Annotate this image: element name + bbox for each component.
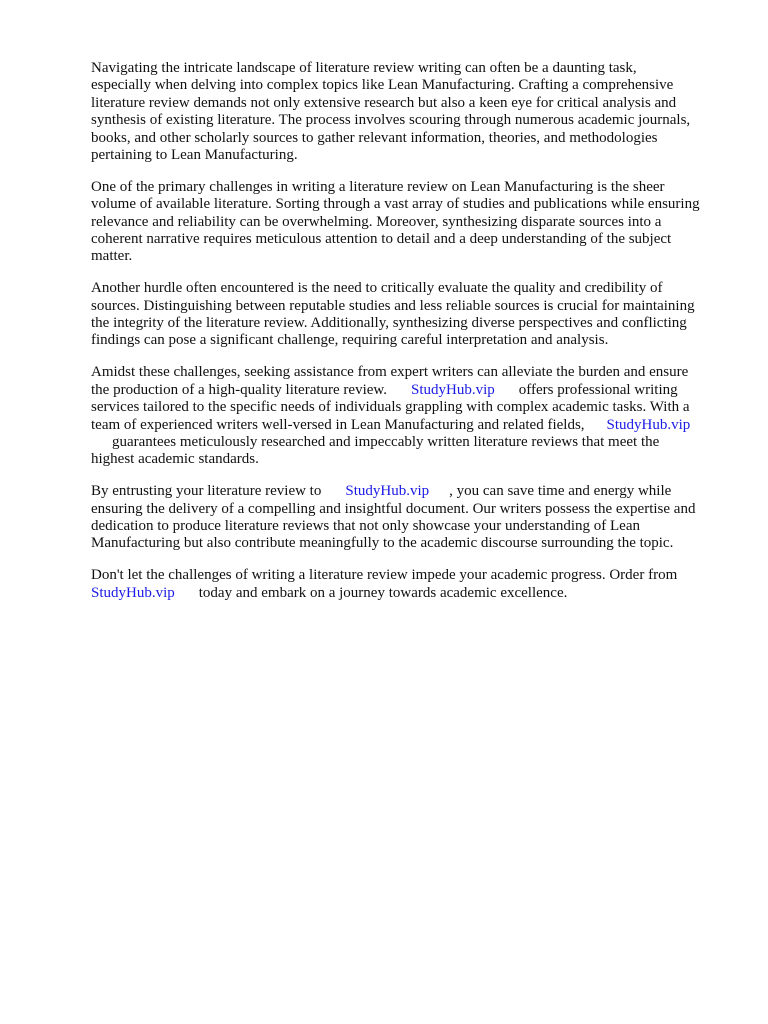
text-segment: the production of a high-quality literature review. bbox=[91, 381, 388, 398]
text-line: findings can pose a significant challenge, requiring careful interpretation and analysis. bbox=[91, 332, 609, 349]
text-line: synthesis of existing literature. The process involves scouring through numerous academic journals, bbox=[91, 112, 691, 129]
text-line: Navigating the intricate landscape of literature review writing can often be a daunting task, bbox=[91, 60, 637, 76]
text-line bbox=[91, 585, 723, 602]
text-line: sources. Distinguishing between reputable studies and less reliable sources is crucial for maintaining bbox=[91, 297, 695, 314]
text-line: the integrity of the literature review. Additionally, synthesizing diverse perspectives and conflicting bbox=[91, 315, 687, 332]
text-line: services tailored to the specific needs of individuals grappling with complex academic tasks. With a bbox=[91, 399, 690, 416]
text-line bbox=[91, 382, 723, 399]
text-segment: By entrusting your literature review to bbox=[91, 483, 322, 500]
text-line: ensuring the delivery of a compelling and insightful document. Our writers possess the expertise and bbox=[91, 500, 696, 517]
text-segment: offers professional writing bbox=[518, 381, 678, 398]
document-page bbox=[91, 60, 723, 617]
text-line: Amidst these challenges, seeking assistance from expert writers can alleviate the burden and ensure bbox=[91, 364, 689, 381]
text-line: Manufacturing but also contribute meaningfully to the academic discourse surrounding the topic. bbox=[91, 535, 674, 552]
text-line: volume of available literature. Sorting through a vast array of studies and publications while ensuring bbox=[91, 196, 700, 213]
paragraph-assistance bbox=[91, 364, 723, 468]
text-segment: , you can save time and energy while bbox=[449, 483, 672, 500]
text-line: dedication to produce literature reviews that not only showcase your understanding of Lean bbox=[91, 517, 640, 534]
studyhub-link[interactable]: StudyHub.vip bbox=[411, 381, 495, 398]
paragraph-challenges bbox=[91, 179, 723, 266]
text-line: guarantees meticulously researched and impeccably written literature reviews that meet the bbox=[112, 433, 660, 450]
text-segment: team of experienced writers well-versed in Lean Manufacturing and related fields, bbox=[91, 416, 585, 433]
paragraph-hurdle bbox=[91, 280, 723, 350]
text-segment: today and embark on a journey towards academic excellence. bbox=[198, 584, 568, 601]
text-line: One of the primary challenges in writing a literature review on Lean Manufacturing is the sheer bbox=[91, 178, 665, 195]
text-line: highest academic standards. bbox=[91, 451, 259, 468]
text-line: Another hurdle often encountered is the need to critically evaluate the quality and credibility of bbox=[91, 280, 663, 297]
studyhub-link[interactable]: StudyHub.vip bbox=[606, 416, 691, 433]
studyhub-link[interactable]: StudyHub.vip bbox=[91, 584, 175, 601]
text-line: pertaining to Lean Manufacturing. bbox=[91, 146, 298, 163]
text-line: coherent narrative requires meticulous attention to detail and a deep understanding of the subject bbox=[91, 231, 672, 248]
paragraph-closing bbox=[91, 567, 723, 602]
text-line bbox=[91, 417, 723, 434]
text-line: books, and other scholarly sources to gather relevant information, theories, and methodologies bbox=[91, 129, 658, 146]
text-line: Don't let the challenges of writing a literature review impede your academic progress. Order from bbox=[91, 567, 678, 584]
text-line bbox=[91, 483, 723, 500]
studyhub-link[interactable]: StudyHub.vip bbox=[345, 483, 430, 500]
paragraph-entrusting bbox=[91, 483, 723, 553]
paragraph-intro bbox=[91, 60, 723, 164]
text-line: matter. bbox=[91, 248, 133, 265]
text-line: especially when delving into complex topics like Lean Manufacturing. Crafting a comprehensive bbox=[91, 77, 674, 94]
text-line: literature review demands not only extensive research but also a keen eye for critical analysis and bbox=[91, 94, 677, 111]
text-line: relevance and reliability can be overwhelming. Moreover, synthesizing disparate sources into a bbox=[91, 213, 662, 230]
